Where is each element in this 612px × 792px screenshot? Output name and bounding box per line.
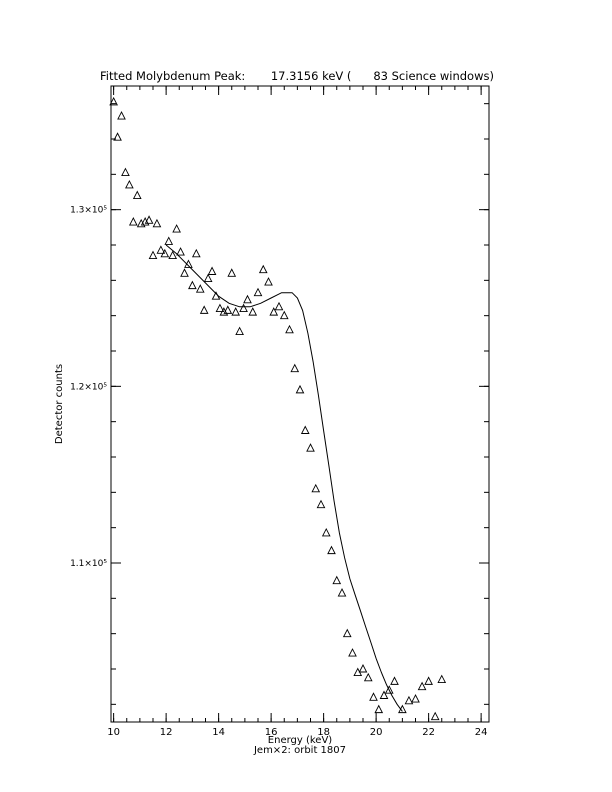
data-point <box>232 308 239 315</box>
data-point <box>296 386 303 393</box>
data-point <box>181 269 188 276</box>
data-point <box>399 706 406 713</box>
x-tick-label: 12 <box>159 727 173 738</box>
data-point <box>418 683 425 690</box>
data-point <box>145 216 152 223</box>
data-point <box>165 237 172 244</box>
axis-ticks <box>111 86 489 722</box>
data-point <box>270 308 277 315</box>
fit-line <box>166 245 402 711</box>
data-point <box>236 328 243 335</box>
x-tick-label: 16 <box>264 727 278 738</box>
x-tick-label: 20 <box>369 727 383 738</box>
data-point <box>338 589 345 596</box>
data-point <box>177 248 184 255</box>
data-point <box>265 278 272 285</box>
data-point <box>291 365 298 372</box>
data-point <box>359 665 366 672</box>
data-point <box>130 218 137 225</box>
data-point <box>189 282 196 289</box>
data-point <box>260 266 267 273</box>
data-point <box>173 225 180 232</box>
data-point <box>365 674 372 681</box>
data-point <box>201 306 208 313</box>
data-point <box>333 577 340 584</box>
x-axis-label: Energy (keV) <box>267 735 333 746</box>
data-point <box>438 676 445 683</box>
x-tick-label: 14 <box>212 727 225 738</box>
data-point <box>275 303 282 310</box>
fit-curve <box>166 245 402 711</box>
data-point <box>317 501 324 508</box>
data-point <box>380 692 387 699</box>
data-point <box>224 306 231 313</box>
data-point <box>412 695 419 702</box>
footer-label: Jem×2: orbit 1807 <box>253 745 347 756</box>
plot-frame <box>111 86 489 722</box>
data-points <box>110 98 445 720</box>
y-tick-label: 1.2×10⁵ <box>70 382 107 393</box>
x-tick-label: 24 <box>474 727 488 738</box>
data-point <box>193 250 200 257</box>
chart-title: Fitted Molybdenum Peak: 17.3156 keV ( 83 Science windows) <box>100 69 494 83</box>
data-point <box>254 289 261 296</box>
data-point <box>149 252 156 259</box>
data-point <box>122 169 129 176</box>
data-point <box>302 427 309 434</box>
data-point <box>240 305 247 312</box>
data-point <box>126 181 133 188</box>
data-point <box>118 112 125 119</box>
data-point <box>405 697 412 704</box>
data-point <box>286 326 293 333</box>
data-point <box>249 308 256 315</box>
x-tick-label: 18 <box>317 727 330 738</box>
data-point <box>197 285 204 292</box>
data-point <box>228 269 235 276</box>
data-point <box>312 485 319 492</box>
data-point <box>349 649 356 656</box>
y-tick-label: 1.3×10⁵ <box>70 205 107 216</box>
data-point <box>432 713 439 720</box>
data-point <box>391 677 398 684</box>
data-point <box>323 529 330 536</box>
data-point <box>134 192 141 199</box>
data-point <box>375 706 382 713</box>
data-point <box>307 444 314 451</box>
data-point <box>370 693 377 700</box>
data-point <box>425 677 432 684</box>
data-point <box>344 630 351 637</box>
data-point <box>205 275 212 282</box>
x-tick-label: 22 <box>422 727 435 738</box>
data-point <box>153 220 160 227</box>
data-point <box>208 268 215 275</box>
data-point <box>328 547 335 554</box>
y-axis-label: Detector counts <box>54 363 65 445</box>
data-point <box>281 312 288 319</box>
data-point <box>244 296 251 303</box>
y-tick-labels <box>70 206 107 569</box>
y-tick-label: 1.1×10⁵ <box>70 559 107 569</box>
x-tick-label: 10 <box>107 727 120 738</box>
